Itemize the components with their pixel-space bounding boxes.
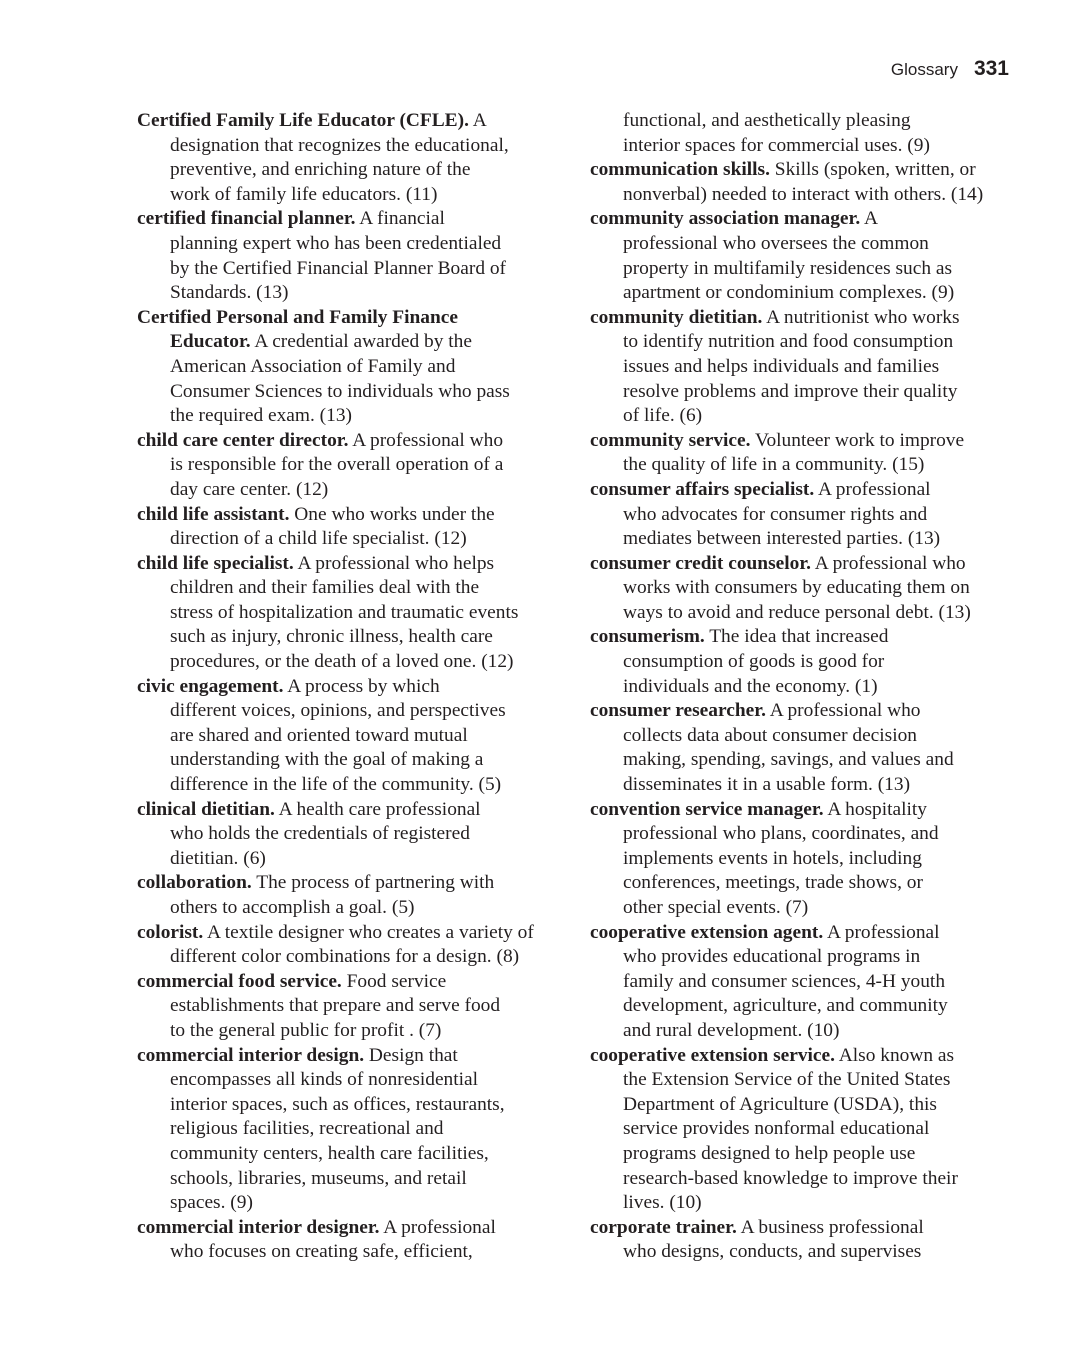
glossary-term: Educator. [170,331,251,353]
entry-line [590,281,1020,306]
entry-line [590,232,1020,257]
definition-text: The process of partnering with [251,872,495,894]
definition-text: of life. (6) [623,405,703,427]
glossary-term: convention service manager. [590,798,824,820]
entry-line [590,1019,1020,1044]
definition-text: Skills (spoken, written, or [769,159,976,181]
definition-text: works with consumers by educating them on [623,577,970,599]
definition-text: A [860,208,878,230]
definition-text: issues and helps individuals and families [623,355,940,377]
entry-line [590,527,1020,552]
entry-line [137,798,567,823]
definition-text: lives. (10) [623,1192,702,1214]
definition-text: who focuses on creating safe, efficient, [170,1241,473,1263]
glossary-term: cooperative extension service. [590,1044,835,1066]
definition-text: implements events in hotels, including [623,847,922,869]
definition-text: the Extension Service of the United States [623,1069,951,1091]
definition-text: the required exam. (13) [170,405,352,427]
entry-line [137,503,567,528]
entry-line [137,429,567,454]
glossary-entry [137,798,567,872]
entry-line [137,921,567,946]
entry-line [590,1167,1020,1192]
definition-text: Food service [341,970,447,992]
entry-line [590,1117,1020,1142]
entry-line [137,847,567,872]
definition-text: who holds the credentials of registered [170,823,470,845]
definition-text: stress of hospitalization and traumatic events [170,601,519,623]
section-label: Glossary [890,60,958,79]
glossary-term: consumer credit counselor. [590,552,812,574]
glossary-term: colorist. [137,921,204,943]
entry-line [590,404,1020,429]
entry-line [137,1093,567,1118]
definition-text: American Association of Family and [170,355,456,377]
definition-text: is responsible for the overall operation of a [170,454,504,476]
entry-line [137,306,567,331]
definition-text: programs designed to help people use [623,1142,916,1164]
entry-line [590,453,1020,478]
definition-text: planning expert who has been credentialed [170,232,502,254]
glossary-term: civic engagement. [137,675,284,697]
entry-line [137,232,567,257]
entry-line [590,109,1020,134]
glossary-term: child life specialist. [137,552,294,574]
definition-text: conferences, meetings, trade shows, or [623,872,923,894]
definition-text: children and their families deal with the [170,577,480,599]
entry-line [590,1142,1020,1167]
glossary-entry [590,478,1020,552]
entry-line [137,1142,567,1167]
glossary-term: collaboration. [137,872,252,894]
definition-text: establishments that prepare and serve food [170,995,501,1017]
glossary-entry [590,552,1020,626]
entry-line [590,994,1020,1019]
definition-text: consumption of goods is good for [623,651,885,673]
definition-text: who provides educational programs in [623,946,921,968]
definition-text: direction of a child life specialist. (12) [170,528,467,550]
entry-line [137,945,567,970]
entry-line [590,724,1020,749]
glossary-term: child care center director. [137,429,349,451]
glossary-entry [137,552,567,675]
entry-line [590,257,1020,282]
definition-text: property in multifamily residences such as [623,257,953,279]
entry-line [137,871,567,896]
glossary-entry [137,503,567,552]
entry-line [590,380,1020,405]
definition-text: resolve problems and improve their quality [623,380,958,402]
entry-line [137,970,567,995]
glossary-term: community association manager. [590,208,861,230]
entry-line [590,625,1020,650]
entry-line [590,1068,1020,1093]
glossary-term: commercial food service. [137,970,342,992]
entry-line [137,1068,567,1093]
entry-line [590,355,1020,380]
definition-text: apartment or condominium complexes. (9) [623,282,955,304]
page-number: 331 [973,57,1009,80]
entry-line [590,675,1020,700]
entry-line [590,158,1020,183]
glossary-term: community dietitian. [590,306,763,328]
glossary-term: communication skills. [590,159,770,181]
entry-line [590,1240,1020,1265]
glossary-term: commercial interior design. [137,1044,365,1066]
entry-line [137,109,567,134]
entry-line [590,773,1020,798]
definition-text: designation that recognizes the educational, [170,134,509,156]
entry-line [137,330,567,355]
definition-text: to identify nutrition and food consumption [623,331,954,353]
glossary-entry [590,798,1020,921]
entry-line [590,921,1020,946]
definition-text: family and consumer sciences, 4-H youth [623,970,946,992]
definition-text: individuals and the economy. (1) [623,675,878,697]
definition-text: research-based knowledge to improve their [623,1167,958,1189]
definition-text: service provides nonformal educational [623,1118,930,1140]
glossary-entry [137,871,567,920]
entry-line [590,183,1020,208]
definition-text: A nutritionist who works [762,306,960,328]
glossary-entry [590,158,1020,207]
entry-line [137,1044,567,1069]
definition-text: A financial [355,208,445,230]
glossary-term: consumerism. [590,626,705,648]
definition-text: One who works under the [289,503,495,525]
entry-line [590,1044,1020,1069]
definition-text: A professional who [765,700,921,722]
definition-text: disseminates it in a usable form. (13) [623,774,911,796]
glossary-entry [590,1216,1020,1265]
entry-line [137,699,567,724]
definition-text: different color combinations for a design. (8) [170,946,520,968]
glossary-entry [590,625,1020,699]
entry-line [137,601,567,626]
entry-line [590,847,1020,872]
entry-line [590,871,1020,896]
glossary-entry [137,921,567,970]
glossary-term: Certified Personal and Family Finance [137,306,458,328]
definition-text: different voices, opinions, and perspectives [170,700,506,722]
definition-text: schools, libraries, museums, and retail [170,1167,467,1189]
glossary-term: cooperative extension agent. [590,921,824,943]
entry-line [137,650,567,675]
definition-text: the quality of life in a community. (15) [623,454,925,476]
entry-line [137,207,567,232]
entry-line [137,158,567,183]
definition-text: dietitian. (6) [170,847,266,869]
definition-text: A professional who helps [293,552,495,574]
definition-text: mediates between interested parties. (13) [623,528,941,550]
definition-text: A professional [814,478,931,500]
glossary-entry [137,207,567,305]
glossary-term: consumer affairs specialist. [590,478,815,500]
glossary-entry [590,1044,1020,1216]
entry-line [137,257,567,282]
entry-line [137,576,567,601]
entry-line [137,552,567,577]
definition-text: encompasses all kinds of nonresidential [170,1069,479,1091]
entry-line [590,576,1020,601]
glossary-column-right [590,109,1020,1265]
glossary-term: consumer researcher. [590,700,766,722]
definition-text: work of family life educators. (11) [170,183,438,205]
definition-text: professional who plans, coordinates, and [623,823,939,845]
entry-line [590,822,1020,847]
entry-line [590,478,1020,503]
entry-line [137,1240,567,1265]
entry-line [137,994,567,1019]
entry-line [590,699,1020,724]
entry-line [590,601,1020,626]
definition-text: Department of Agriculture (USDA), this [623,1093,937,1115]
entry-line [137,453,567,478]
definition-text: understanding with the goal of making a [170,749,484,771]
entry-line [137,675,567,700]
entry-line [137,355,567,380]
entry-line [590,503,1020,528]
entry-line [137,1191,567,1216]
glossary-entry [590,699,1020,797]
definition-text: A professional [379,1216,496,1238]
glossary-term: commercial interior designer. [137,1216,380,1238]
definition-text: preventive, and enriching nature of the [170,159,471,181]
definition-text: Also known as [835,1044,955,1066]
entry-line [590,748,1020,773]
definition-text: professional who oversees the common [623,232,929,254]
glossary-entry [590,921,1020,1044]
definition-text: A professional who [348,429,504,451]
entry-line [590,1191,1020,1216]
entry-line [590,1093,1020,1118]
glossary-entry [137,1044,567,1216]
glossary-term: certified financial planner. [137,208,356,230]
definition-text: procedures, or the death of a loved one. (12) [170,651,514,673]
glossary-entry [590,306,1020,429]
glossary-term: clinical dietitian. [137,798,275,820]
definition-text: Consumer Sciences to individuals who pass [170,380,510,402]
glossary-term: community service. [590,429,751,451]
glossary-term: Certified Family Life Educator (CFLE). [137,110,469,131]
definition-text: spaces. (9) [170,1192,253,1214]
definition-text: A professional who [811,552,966,574]
definition-text: are shared and oriented toward mutual [170,724,468,746]
definition-text: nonverbal) needed to interact with others. (14) [623,183,984,205]
entry-line [137,1216,567,1241]
definition-text: development, agriculture, and community [623,995,948,1017]
definition-text: A business professional [736,1216,924,1238]
entry-line [137,625,567,650]
definition-text: making, spending, savings, and values and [623,749,954,771]
definition-text: others to accomplish a goal. (5) [170,897,415,918]
definition-text: A hospitality [823,798,927,820]
definition-text: by the Certified Financial Planner Board of [170,257,507,279]
definition-text: interior spaces for commercial uses. (9) [623,134,930,156]
definition-text: interior spaces, such as offices, restaurants, [170,1093,505,1115]
entry-line [137,1167,567,1192]
entry-line [137,478,567,503]
definition-text: to the general public for profit . (7) [170,1019,442,1041]
glossary-entry [590,207,1020,305]
glossary-entry [590,109,1020,158]
definition-text: A professional [823,921,940,943]
entry-line [137,724,567,749]
entry-line [590,650,1020,675]
definition-text: day care center. (12) [170,478,329,500]
entry-line [590,1216,1020,1241]
entry-line [137,281,567,306]
definition-text: collects data about consumer decision [623,724,917,746]
entry-line [590,429,1020,454]
glossary-entry [137,970,567,1044]
definition-text: ways to avoid and reduce personal debt. (13) [623,601,971,623]
entry-line [137,404,567,429]
entry-line [590,306,1020,331]
glossary-entry [590,429,1020,478]
definition-text: functional, and aesthetically pleasing [623,110,911,131]
running-header [891,57,1009,81]
entry-line [137,748,567,773]
entry-line [137,527,567,552]
definition-text: who advocates for consumer rights and [623,503,928,525]
definition-text: A credential awarded by the [250,331,472,353]
definition-text: A process by which [283,675,440,697]
entry-line [590,945,1020,970]
entry-line [137,1019,567,1044]
entry-line [137,1117,567,1142]
definition-text: such as injury, chronic illness, health care [170,626,493,648]
definition-text: A health care professional [274,798,481,820]
entry-line [137,380,567,405]
definition-text: community centers, health care facilities, [170,1142,489,1164]
entry-line [137,134,567,159]
definition-text: The idea that increased [704,626,889,648]
glossary-column-left [137,109,567,1265]
entry-line [137,183,567,208]
entry-line [137,773,567,798]
glossary-term: child life assistant. [137,503,290,525]
entry-line [590,552,1020,577]
definition-text: Design that [364,1044,458,1066]
definition-text: Standards. (13) [170,282,289,304]
definition-text: religious facilities, recreational and [170,1118,444,1140]
entry-line [590,798,1020,823]
definition-text: Volunteer work to improve [750,429,965,451]
entry-line [590,896,1020,921]
entry-line [590,207,1020,232]
definition-text: A textile designer who creates a variety of [203,921,534,943]
entry-line [137,822,567,847]
entry-line [590,134,1020,159]
glossary-term: corporate trainer. [590,1216,737,1238]
entry-line [590,330,1020,355]
definition-text: difference in the life of the community. (5) [170,774,502,796]
glossary-entry [137,429,567,503]
glossary-entry [137,109,567,207]
glossary-entry [137,675,567,798]
entry-line [590,970,1020,995]
glossary-entry [137,306,567,429]
definition-text: who designs, conducts, and supervises [623,1241,922,1263]
definition-text: and rural development. (10) [623,1019,840,1041]
definition-text: A [468,110,487,131]
entry-line [137,896,567,921]
glossary-entry [137,1216,567,1265]
definition-text: other special events. (7) [623,897,809,918]
